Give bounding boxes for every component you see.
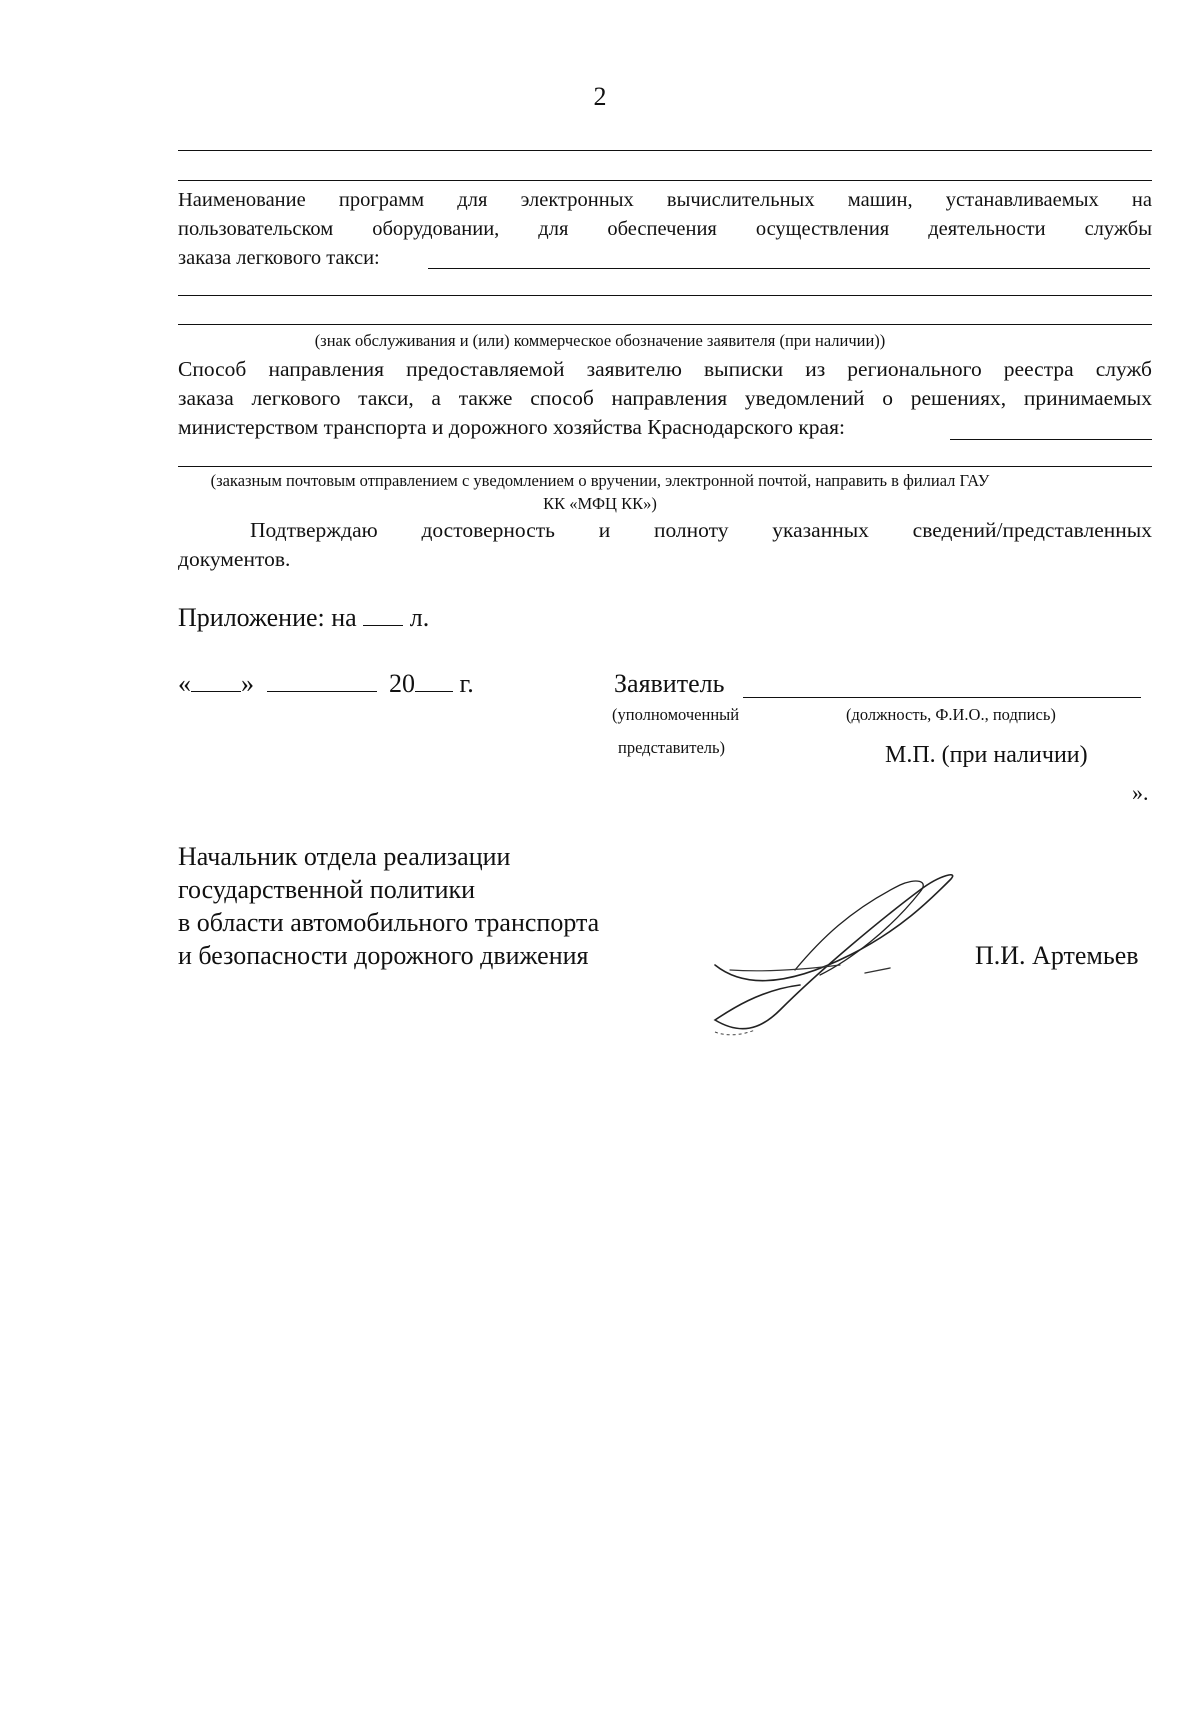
delivery-line-2: заказа легкового такси, а также способ направления уведомлений о решениях, принимаемых — [178, 386, 1152, 410]
delivery-line-3: министерством транспорта и дорожного хозяйства Краснодарского края: — [178, 415, 845, 439]
appendix-suffix: л. — [409, 603, 430, 632]
signatory-title-line-1: Начальник отдела реализации — [178, 842, 511, 871]
applicant-details-caption: (должность, Ф.И.О., подпись) — [846, 705, 1056, 724]
delivery-answer-rule — [950, 439, 1152, 440]
confirmation-line-1: Подтверждаю достоверность и полноту указанных сведений/представленных — [250, 518, 1152, 542]
blank-rule — [178, 150, 1152, 151]
date-year-prefix: 20 — [389, 669, 415, 698]
delivery-line-1: Способ направления предоставляемой заявителю выписки из регионального реестра служб — [178, 357, 1152, 381]
software-line-2: пользовательском оборудовании, для обеспечения осуществления деятельности службы — [178, 218, 1152, 240]
signatory-title-line-3: в области автомобильного транспорта — [178, 908, 600, 937]
appendix-line — [178, 601, 429, 635]
closing-mark: ». — [1132, 780, 1149, 805]
service-mark-caption: (знак обслуживания и (или) коммерческое обозначение заявителя (при наличии)) — [314, 331, 886, 350]
blank-rule — [178, 295, 1152, 296]
date-day-blank — [191, 690, 241, 692]
signatory-name: П.И. Артемьев — [975, 941, 1139, 970]
software-line-1: Наименование программ для электронных вычислительных машин, устанавливаемых на — [178, 189, 1152, 211]
date-year-blank — [415, 690, 453, 692]
applicant-role-line-2: представитель) — [618, 738, 726, 757]
software-answer-rule — [428, 268, 1150, 269]
applicant-signature-rule — [743, 697, 1141, 698]
software-line-3: заказа легкового такси: — [178, 247, 380, 269]
applicant-role-line-1: (уполномоченный — [612, 705, 740, 724]
appendix-prefix: Приложение: на — [178, 603, 357, 632]
appendix-pages-blank — [363, 624, 403, 626]
handwritten-signature — [700, 860, 970, 1040]
blank-rule — [178, 180, 1152, 181]
stamp-note: М.П. (при наличии) — [885, 742, 1088, 768]
confirmation-line-2: документов. — [178, 547, 291, 571]
delivery-caption-line-1: (заказным почтовым отправлением с уведомлением о вручении, электронной почтой, направить в филиал ГАУ — [210, 471, 990, 490]
delivery-caption-line-2: КК «МФЦ КК») — [543, 494, 657, 513]
date-close-quote: » — [241, 669, 254, 698]
signatory-title-line-2: государственной политики — [178, 875, 476, 904]
signatory-title-line-4: и безопасности дорожного движения — [178, 941, 589, 970]
date-open-quote: « — [178, 669, 191, 698]
page-number: 2 — [593, 82, 607, 111]
blank-rule — [178, 466, 1152, 467]
blank-rule — [178, 324, 1152, 325]
date-line — [178, 667, 474, 701]
date-month-blank — [267, 690, 377, 692]
applicant-label: Заявитель — [614, 669, 725, 698]
date-year-suffix: г. — [459, 669, 474, 698]
